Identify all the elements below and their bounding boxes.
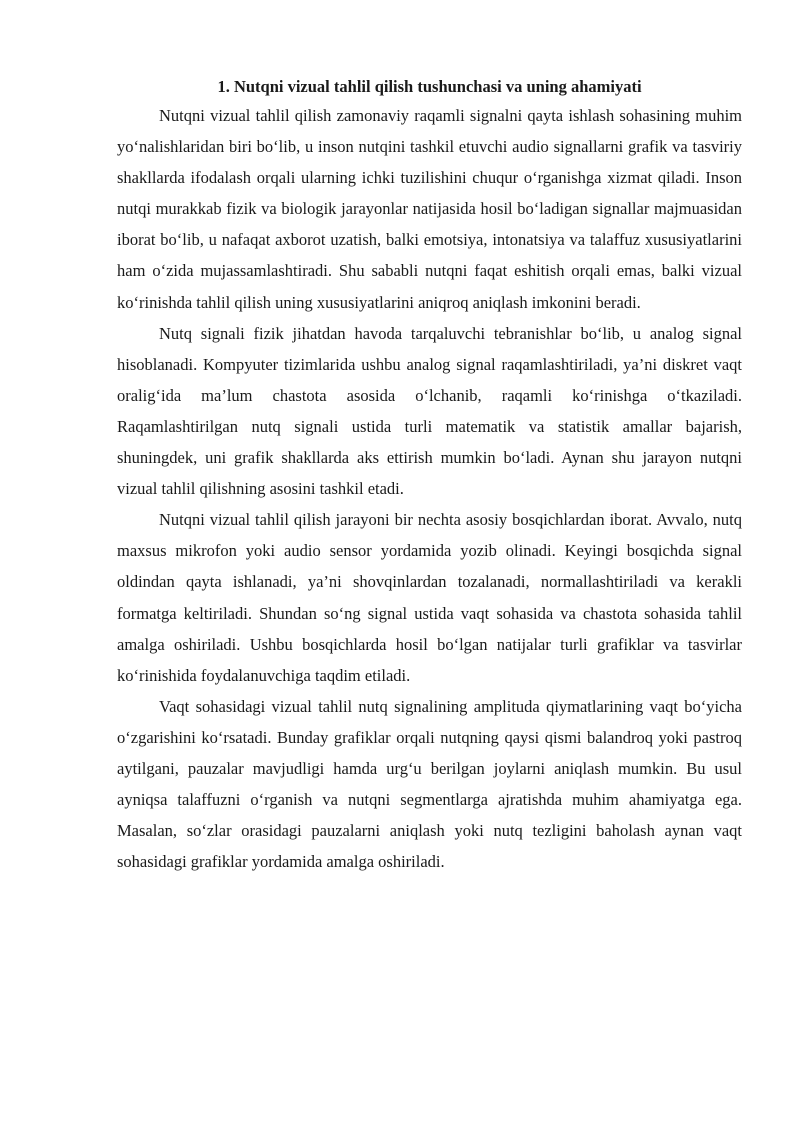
section-heading: 1. Nutqni vizual tahlil qilish tushunchasi va uning ahamiyati — [217, 77, 642, 96]
paragraph-3: Nutqni vizual tahlil qilish jarayoni bir nechta asosiy bosqichlardan iborat. Avvalo, nutq maxsus mikrofon yoki audio sensor yordamida yozib olinadi. Keyingi bosqichda signal oldindan qayta ishlanadi, ya’ni shovqinlardan tozalanadi, normallashtiriladi va kerakli formatga keltiriladi. Shundan so‘ng signal ustida vaqt sohasida va chastota sohasida tahlil amalga oshiriladi. Ushbu bosqichlarda hosil bo‘lgan natijalar turli grafiklar va tasvirlar ko‘rinishida foydalanuvchiga taqdim etiladi. — [117, 510, 742, 685]
paragraph-1: Nutqni vizual tahlil qilish zamonaviy raqamli signalni qayta ishlash sohasining muhim yo‘nalishlaridan biri bo‘lib, u inson nutqini tashkil etuvchi audio signallarni grafik va tasviriy shakllarda ifodalash orqali ularning ichki tuzilishini chuqur o‘rganishga xizmat qiladi. Inson nutqi murakkab fizik va biologik jarayonlar natijasida hosil bo‘ladigan signallar majmuasidan iborat bo‘lib, u nafaqat axborot uzatish, balki emotsiya, intonatsiya va talaffuz xususiyatlarini ham o‘zida mujassamlashtiradi. Shu sababli nutqni faqat eshitish orqali emas, balki vizual ko‘rinishda tahlil qilish uning xususiyatlarini aniqroq aniqlash imkonini beradi. — [117, 106, 742, 312]
paragraph-2: Nutq signali fizik jihatdan havoda tarqaluvchi tebranishlar bo‘lib, u analog signal hisoblanadi. Kompyuter tizimlarida ushbu analog signal raqamlashtiriladi, ya’ni diskret vaqt oralig‘ida ma’lum chastota asosida o‘lchanib, raqamli ko‘rinishga o‘tkaziladi. Raqamlashtirilgan nutq signali ustida turli matematik va statistik amallar bajarish, shuningdek, uni grafik shakllarda aks ettirish mumkin bo‘ladi. Aynan shu jarayon nutqni vizual tahlil qilishning asosini tashkil etadi. — [117, 323, 742, 499]
paragraph-4: Vaqt sohasidagi vizual tahlil nutq signalining amplituda qiymatlarining vaqt bo‘yicha o‘zgarishini ko‘rsatadi. Bunday grafiklar orqali nutqning qaysi qismi balandroq yoki pastroq aytilgani, pauzalar mavjudligi hamda urg‘u berilgan joylarni aniqlash mumkin. Bu usul ayniqsa talaffuzni o‘rganish va nutqni segmentlarga ajratishda muhim ahamiyatga ega. Masalan, so‘zlar orasidagi pauzalarni aniqlash yoki nutq tezligini baholash aynan vaqt sohasidagi grafiklar yordamida amalga oshiriladi. — [117, 696, 742, 872]
